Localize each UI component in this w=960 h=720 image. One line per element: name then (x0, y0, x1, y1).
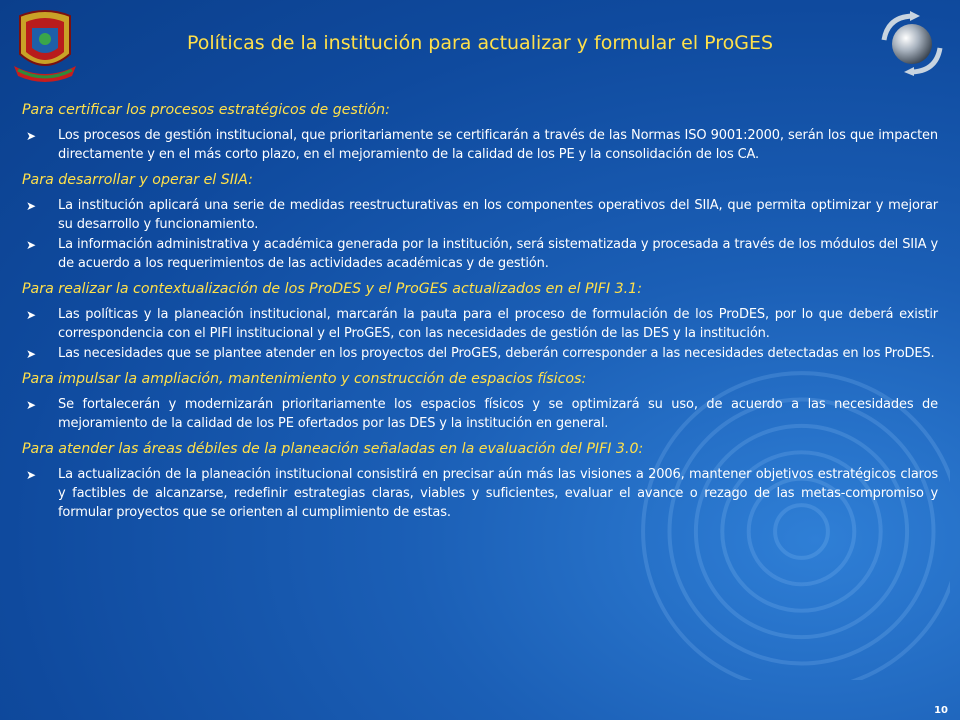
section-contextualization (22, 281, 938, 363)
list-item-text: La institución aplicará una serie de medidas reestructurativas en los componentes operativos del SIIA, que permita optimizar y mejorar su desarrollo y funcionamiento. (58, 198, 938, 232)
list-item-text: Las políticas y la planeación institucional, marcarán la pauta para el proceso de formulación de los ProDES, por lo que deberá existir correspondencia con el PIFI institucional y el ProGES, con las necesidades de gestión de las DES y la institución. (58, 307, 938, 341)
list-item-text: La información administrativa y académica generada por la institución, será sistematizada y procesada a través de los módulos del SIIA y de acuerdo a los requerimientos de las actividades académicas y de gestión. (58, 237, 938, 271)
list-item (22, 395, 938, 433)
list-item (22, 305, 938, 343)
section-heading: Para realizar la contextualización de los ProDES y el ProGES actualizados en el PIFI 3.1: (22, 281, 642, 297)
section-weak-areas (22, 441, 938, 522)
arrow-bullet-icon: ➤ (26, 308, 37, 322)
list-item (22, 465, 938, 522)
globe-arrows-icon (876, 10, 946, 76)
section-heading: Para certificar los procesos estratégicos de gestión: (22, 102, 390, 118)
arrow-bullet-icon: ➤ (26, 199, 37, 213)
list-item (22, 196, 938, 234)
list-item (22, 235, 938, 273)
arrow-bullet-icon: ➤ (26, 129, 37, 143)
list-item-text: Las necesidades que se plantee atender en los proyectos del ProGES, deberán corresponder a las necesidades detectadas en los ProDES. (58, 346, 935, 361)
arrow-bullet-icon: ➤ (26, 468, 37, 482)
page-number: 10 (934, 705, 948, 716)
section-siia (22, 172, 938, 273)
list-item-text: La actualización de la planeación institucional consistirá en precisar aún más las visiones a 2006, mantener objetivos estratégicos claros y factibles de alcanzarse, redefinir estrategias claras, viables y suficientes, evaluar el avance o rezago de las metas-compromiso y formular proyectos que se orienten al cumplimiento de estas. (58, 467, 938, 520)
list-item-text: Se fortalecerán y modernizarán prioritariamente los espacios físicos y se optimizará su uso, de acuerdo a las necesidades de mejoramiento de la calidad de los PE ofertados por las DES y la institución en general. (58, 397, 938, 431)
university-crest-icon (10, 6, 80, 86)
section-certification (22, 102, 938, 164)
slide-title: Políticas de la institución para actualizar y formular el ProGES (186, 32, 774, 54)
arrow-bullet-icon: ➤ (26, 398, 37, 412)
list-item-text: Los procesos de gestión institucional, que prioritariamente se certificarán a través de las Normas ISO 9001:2000, serán los que impacten directamente y en el más corto plazo, en el mejoramiento de la calidad de los PE y la consolidación de los CA. (58, 128, 938, 162)
section-physical-spaces (22, 371, 938, 433)
arrow-bullet-icon: ➤ (26, 238, 37, 252)
section-heading: Para desarrollar y operar el SIIA: (22, 172, 253, 188)
list-item (22, 126, 938, 164)
list-item (22, 344, 938, 363)
section-heading: Para impulsar la ampliación, mantenimiento y construcción de espacios físicos: (22, 371, 587, 387)
section-heading: Para atender las áreas débiles de la planeación señaladas en la evaluación del PIFI 3.0: (22, 441, 644, 457)
arrow-bullet-icon: ➤ (26, 347, 37, 361)
slide-content (22, 102, 938, 530)
